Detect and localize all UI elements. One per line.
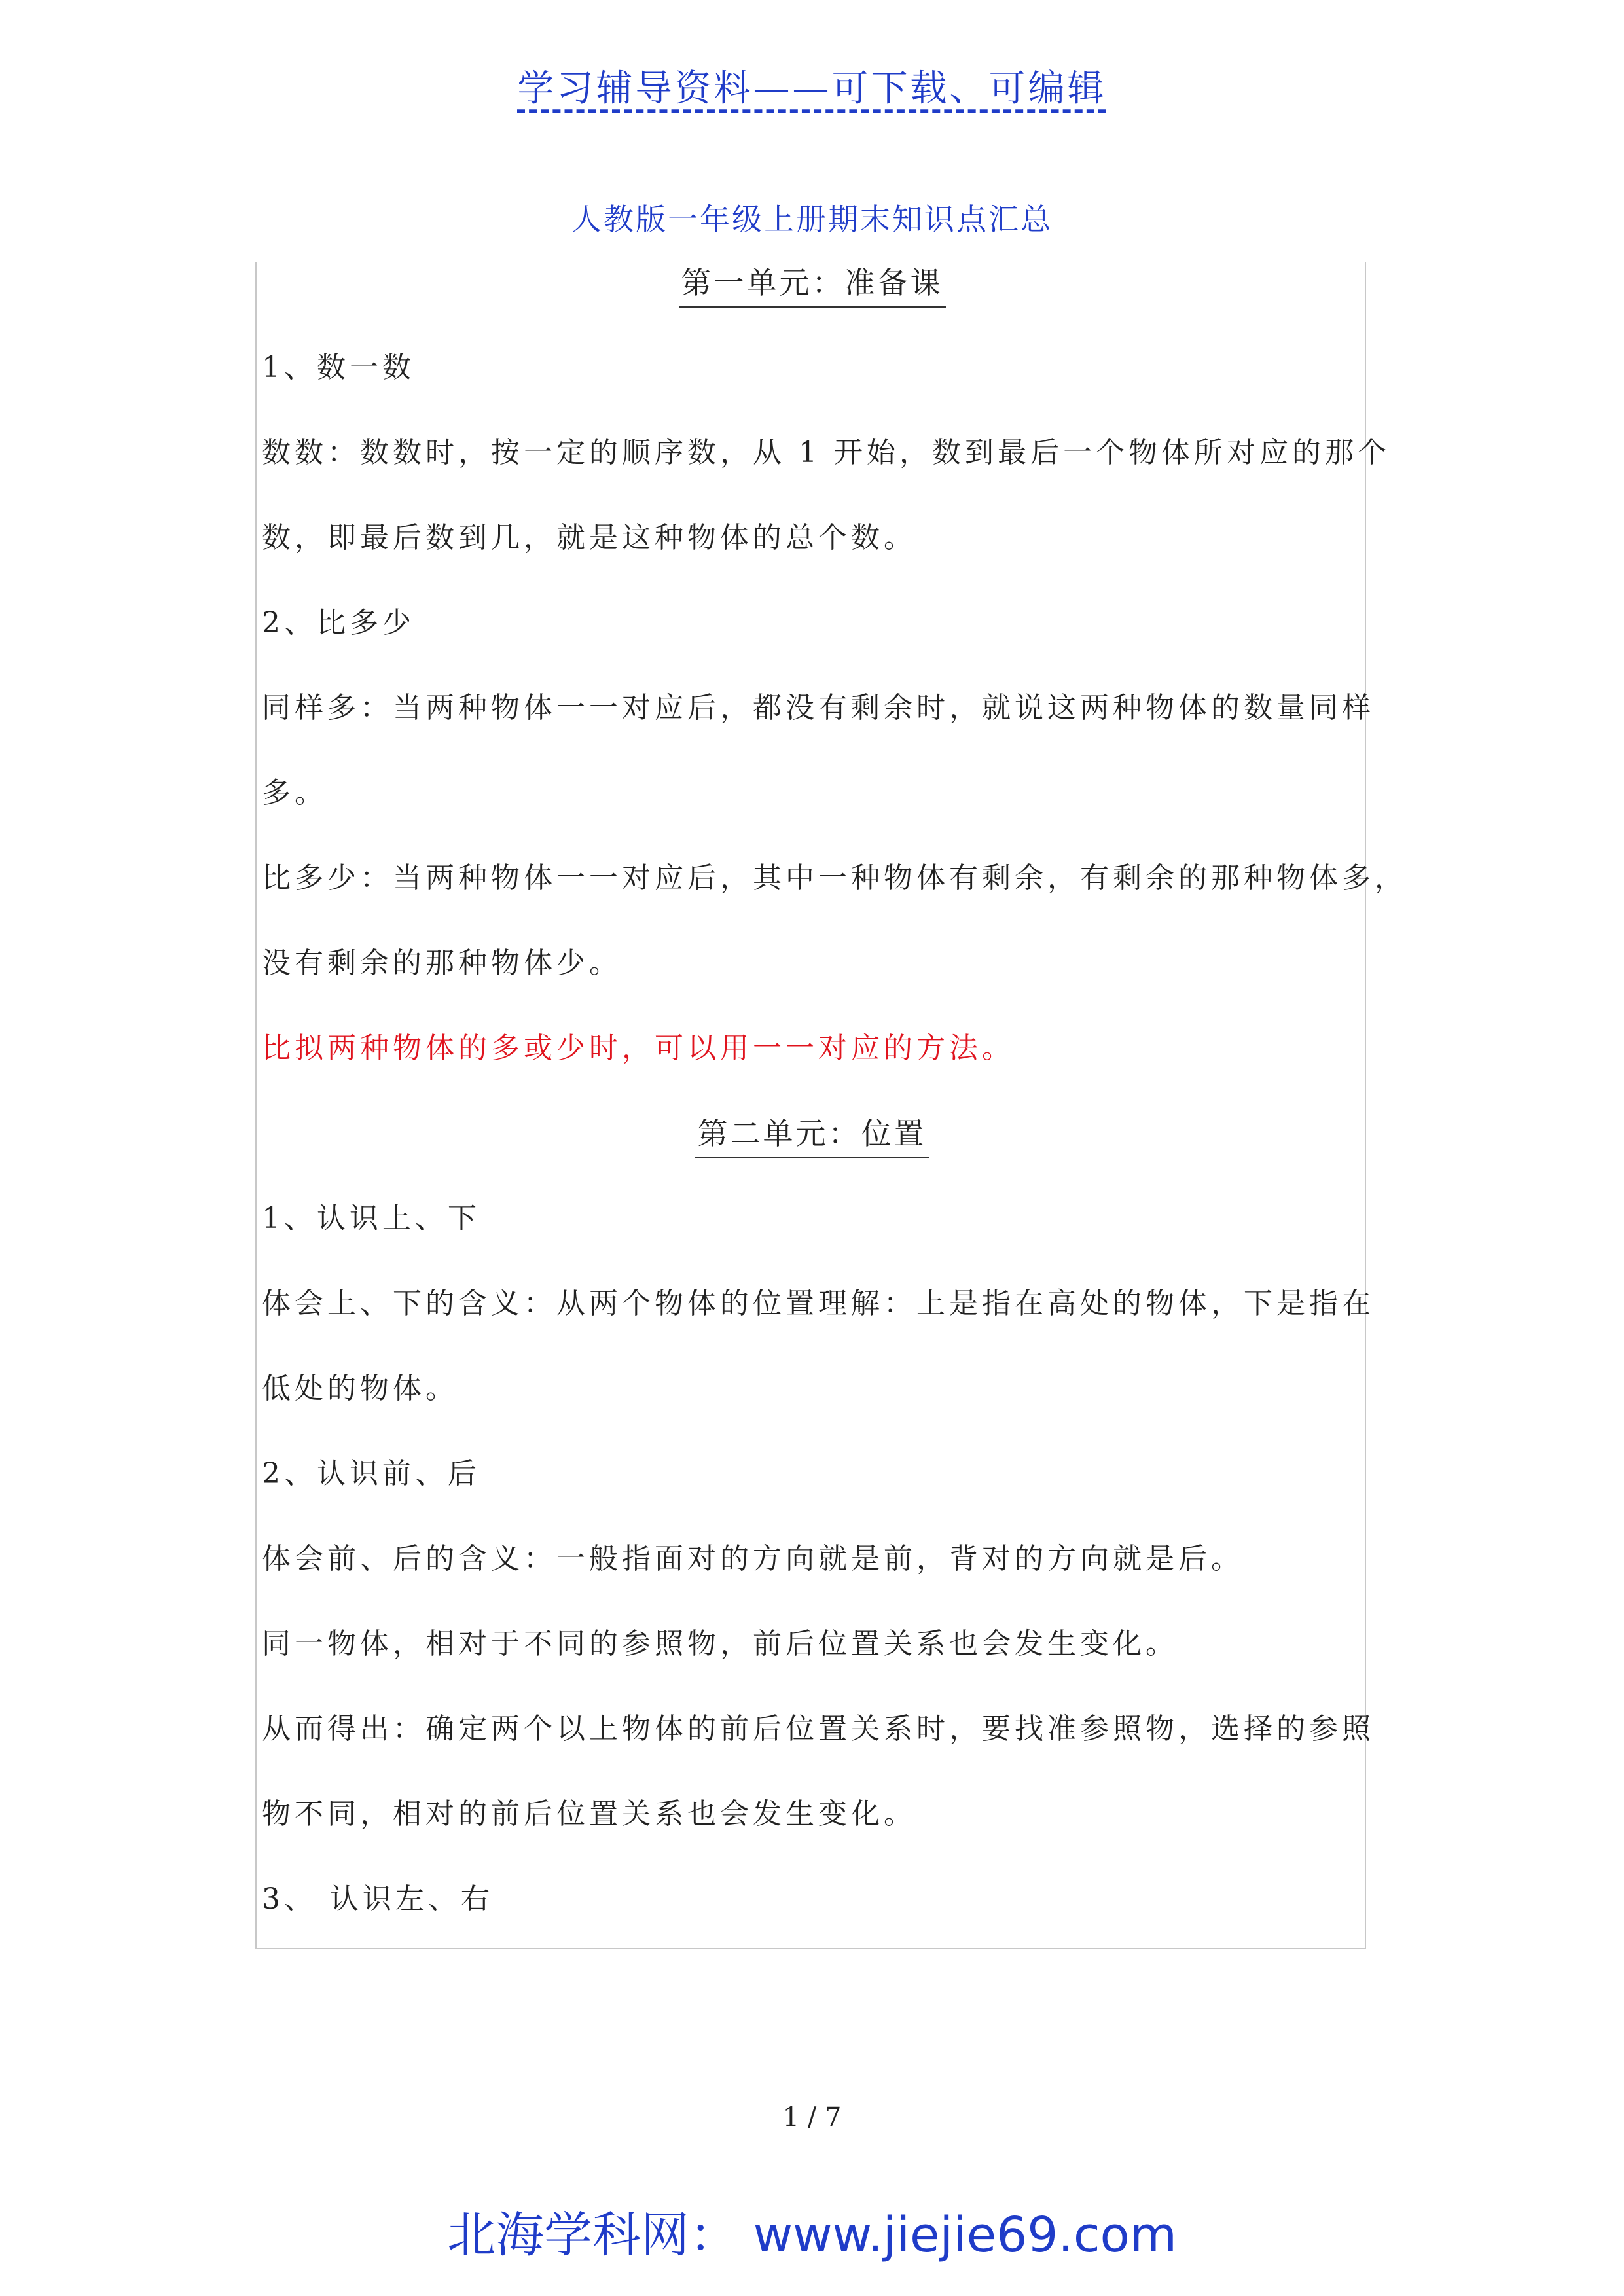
unit1-sec2-line4: 没有剩余的那种物体少。 [262,946,622,980]
unit2-sec2-heading: 2、认识前、后 [262,1457,480,1490]
unit2-sec1-line1: 体会上、下的含义：从两个物体的位置理解：上是指在高处的物体，下是指在 [262,1287,1375,1320]
unit2-sec2-line1: 体会前、后的含义：一般指面对的方向就是前，背对的方向就是后。 [262,1542,1244,1575]
unit2-title-text: 第二单元：位置 [695,1111,929,1158]
document-title: 人教版一年级上册期末知识点汇总 [571,202,1053,237]
unit1-sec1-heading: 1、数一数 [262,351,415,384]
unit2-sec2-line3: 从而得出：确定两个以上物体的前后位置关系时，要找准参照物，选择的参照 [262,1712,1375,1746]
unit2-sec2-line2: 同一物体，相对于不同的参照物，前后位置关系也会发生变化。 [262,1627,1178,1660]
footer-site-link[interactable]: 北海学科网： www.jiejie69.com [447,2207,1177,2263]
unit1-sec2-line1: 同样多：当两种物体一一对应后，都没有剩余时，就说这两种物体的数量同样 [262,691,1375,725]
header-link-text[interactable]: 学习辅导资料——可下载、可编辑 [517,67,1107,110]
page-number: 1 / 7 [782,2102,842,2132]
unit1-sec1-line1: 数数：数数时，按一定的顺序数，从 1 开始，数到最后一个物体所对应的那个 [262,436,1390,469]
unit2-sec1-line2: 低处的物体。 [262,1372,458,1405]
unit1-sec2-heading: 2、比多少 [262,606,415,639]
unit2-sec3-heading: 3、 认识左、右 [262,1882,494,1916]
unit1-highlight-note: 比拟两种物体的多或少时，可以用一一对应的方法。 [262,1031,1015,1065]
unit1-sec2-line3: 比多少：当两种物体一一对应后，其中一种物体有剩余，有剩余的那种物体多， [262,861,1407,895]
unit1-title-text: 第一单元：准备课 [679,260,946,308]
header-download-link[interactable] [0,63,1624,115]
unit1-title [0,257,1624,309]
unit2-sec1-heading: 1、认识上、下 [262,1202,480,1235]
unit2-title [0,1107,1624,1160]
unit1-sec2-line2: 多。 [262,776,327,810]
unit1-sec1-line2: 数，即最后数到几，就是这种物体的总个数。 [262,521,916,554]
unit2-sec2-line4: 物不同，相对的前后位置关系也会发生变化。 [262,1797,916,1831]
